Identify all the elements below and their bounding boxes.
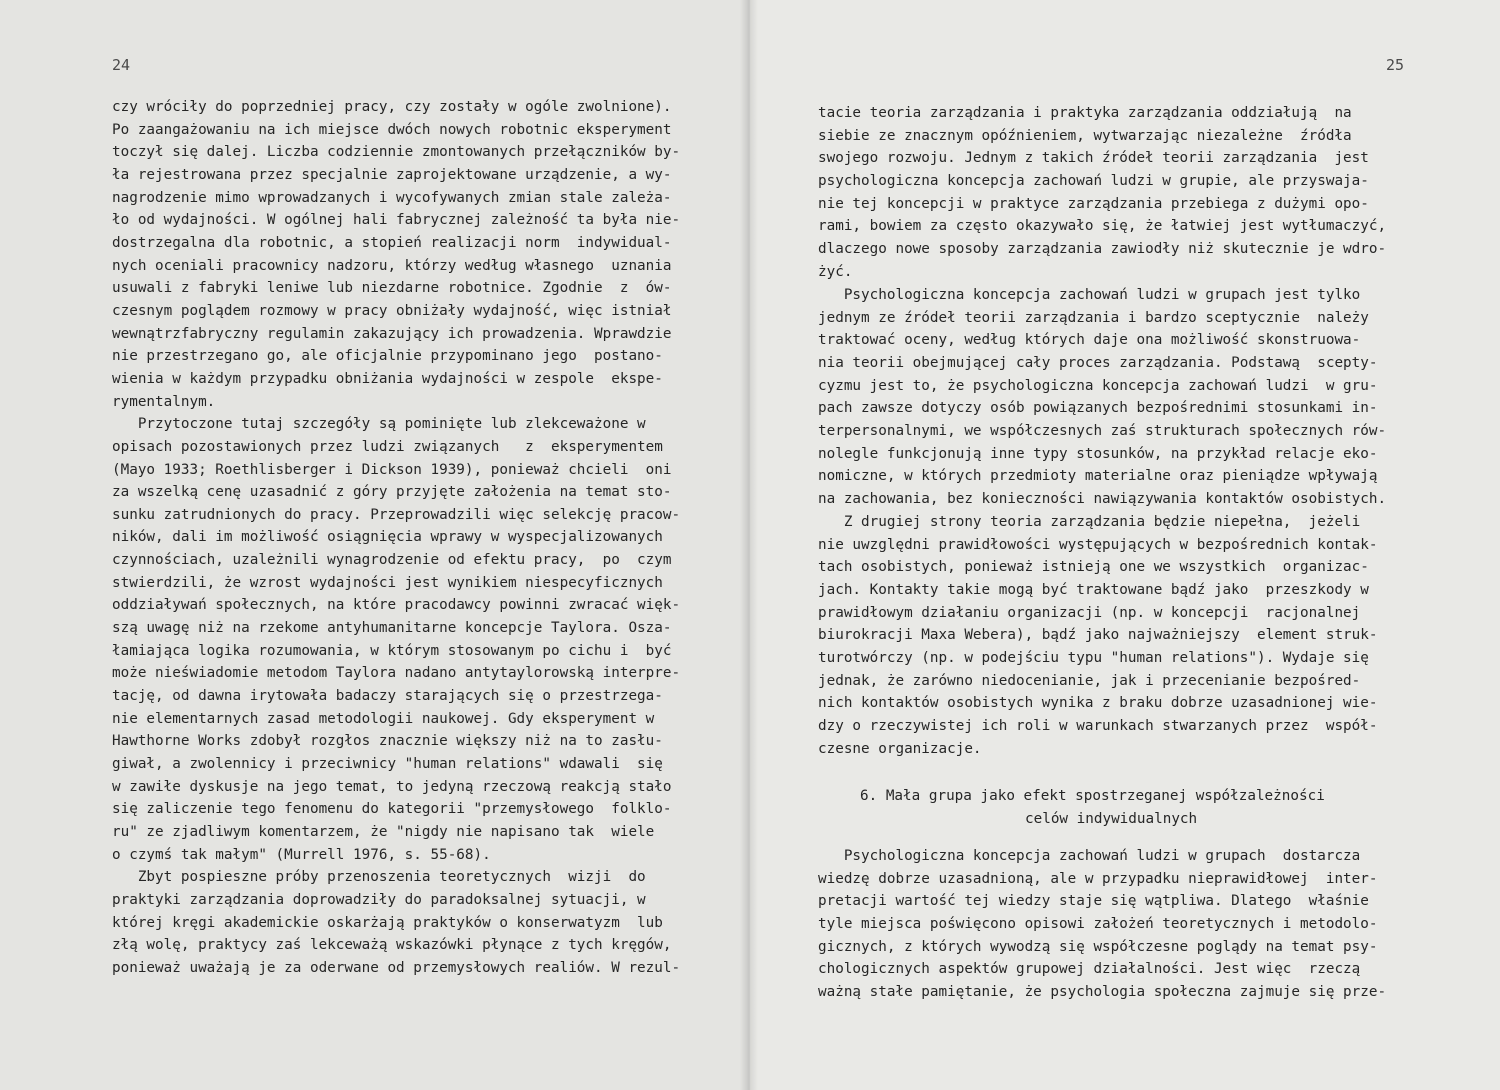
right-paragraph-2 — [818, 284, 1428, 511]
text-line: dzy o rzeczywistej ich roli w warunkach stwarzanych przez współ- — [818, 717, 1378, 734]
text-line: nie elementarnych zasad metodologii naukowej. Gdy eksperyment w — [112, 710, 655, 727]
text-line: łamiająca logika rozumowania, w którym stosowanym po cichu i być — [112, 642, 672, 659]
text-line: tacie teoria zarządzania i praktyka zarządzania oddziałują na — [818, 105, 1352, 121]
text-line: na zachowania, bez konieczności nawiązywania kontaktów osobistych. — [818, 490, 1387, 507]
text-line: nie uwzględni prawidłowości występujących w bezpośrednich kontak- — [818, 536, 1378, 553]
text-line: o czymś tak małym" (Murrell 1976, s. 55-68). — [112, 846, 491, 863]
text-line: za wszelką cenę uzasadnić z góry przyjęte założenia na temat sto- — [112, 484, 672, 501]
text-line: ło od wydajności. W ogólnej hali fabrycznej zależność ta była nie- — [112, 212, 681, 229]
text-line: rami, bowiem za często okazywało się, że łatwiej jest wytłumaczyć, — [818, 218, 1387, 235]
text-line: szą uwagę niż na rzekome antyhumanitarne koncepcje Taylora. Osza- — [112, 620, 672, 637]
right-paragraph-4 — [818, 845, 1428, 1004]
book-gutter — [740, 0, 758, 1090]
text-line: tację, od dawna irytowała badaczy starających się o przestrzega- — [112, 688, 663, 705]
text-line: rymentalnym. — [112, 393, 216, 410]
text-line: psychologiczna koncepcja zachowań ludzi w grupie, ale przyswaja- — [818, 172, 1369, 189]
text-line: siebie ze znacznym opóźnieniem, wytwarzając niezależne źródła — [818, 127, 1352, 144]
text-line: giwał, a zwolennicy i przeciwnicy "human relations" wdawali się — [112, 756, 663, 773]
text-line: nagrodzenie mimo wprowadzanych i wycofywanych zmian stale zależa- — [112, 189, 672, 206]
text-line: jednym ze źródeł teorii zarządzania i bardzo sceptycznie należy — [818, 309, 1369, 326]
text-line: w zawiłe dyskusje na jego temat, to jedyną rzeczową reakcją stało — [112, 778, 672, 795]
page-number-left: 24 — [112, 56, 131, 74]
text-line: stwierdzili, że wzrost wydajności jest wynikiem niespecyficznych — [112, 574, 663, 591]
text-line: pach zawsze dotyczy osób powiązanych bezpośrednimi stosunkami in- — [818, 400, 1378, 417]
text-line: prawidłowym działaniu organizacji (np. w koncepcji racjonalnej — [818, 604, 1361, 621]
text-line: Przytoczone tutaj szczegóły są pominięte lub zlekceważone w — [112, 416, 646, 433]
text-line: czesnym poglądem rozmowy w pracy obniżały wydajność, więc istniał — [112, 302, 672, 319]
text-line: praktyki zarządzania doprowadziły do paradoksalnej sytuacji, w — [112, 891, 646, 908]
text-line: Zbyt pospieszne próby przenoszenia teoretycznych wizji do — [112, 869, 646, 886]
text-line: usuwali z fabryki leniwe lub niezdarne robotnice. Zgodnie z ów- — [112, 280, 672, 297]
text-line: dlaczego nowe sposoby zarządzania zawiodły niż skutecznie je wdro- — [818, 240, 1387, 257]
text-line: terpersonalnymi, we współczesnych zaś strukturach społecznych rów- — [818, 422, 1387, 439]
text-line: nie tej koncepcji w praktyce zarządzania przebiega z dużymi opo- — [818, 195, 1369, 212]
left-page — [0, 0, 748, 1090]
text-line: tyle miejsca poświęcono opisowi założeń teoretycznych i metodolo- — [818, 915, 1378, 932]
text-line: (Mayo 1933; Roethlisberger i Dickson 1939), ponieważ chcieli oni — [112, 461, 672, 478]
text-line: dostrzegalna dla robotnic, a stopień realizacji norm indywidual- — [112, 234, 672, 251]
text-line: wewnątrzfabryczny regulamin zakazujący ich prowadzenia. Wprawdzie — [112, 325, 672, 342]
text-line: Psychologiczna koncepcja zachowań ludzi w grupach jest tylko — [818, 287, 1361, 303]
text-line: chologicznych aspektów grupowej działalności. Jest więc rzeczą — [818, 961, 1361, 978]
text-line: ważną stałe pamiętanie, że psychologia społeczna zajmuje się prze- — [818, 983, 1387, 1000]
text-line: toczył się dalej. Liczba codziennie zmontowanych przełączników by- — [112, 144, 681, 161]
right-paragraph-3 — [818, 511, 1428, 760]
text-line: swojego rozwoju. Jednym z takich źródeł teorii zarządzania jest — [818, 150, 1369, 167]
text-line: tach osobistych, ponieważ istnieją one we wszystkich organizac- — [818, 559, 1369, 576]
text-line: opisach pozostawionych przez ludzi związanych z eksperymentem — [112, 438, 663, 455]
text-line: nych oceniali pracownicy nadzoru, którzy według własnego uznania — [112, 257, 672, 274]
text-line: czynnościach, uzależnili wynagrodzenie od efektu pracy, po czym — [112, 552, 672, 569]
text-line: oddziaływań społecznych, na które pracodawcy powinni zwracać więk- — [112, 597, 681, 614]
text-line: Psychologiczna koncepcja zachowań ludzi w grupach dostarcza — [818, 848, 1361, 864]
text-line: wienia w każdym przypadku obniżania wydajności w zespole ekspe- — [112, 370, 663, 387]
text-line: czy wróciły do poprzedniej pracy, czy zostały w ogóle zwolnione). — [112, 99, 672, 115]
text-line: gicznych, z których wywodzą się współczesne poglądy na temat psy- — [818, 938, 1378, 955]
right-paragraph-1 — [818, 102, 1428, 283]
text-line: czesne organizacje. — [818, 740, 982, 757]
text-line: której kręgi akademickie oskarżają praktyków o konserwatyzm lub — [112, 914, 663, 931]
text-line: ponieważ uważają je za oderwane od przemysłowych realiów. W rezul- — [112, 959, 681, 976]
text-line: nomiczne, w których przedmioty materialne oraz pieniądze wpływają — [818, 468, 1378, 485]
text-line: traktować oceny, według których daje ona możliwość skonstruowa- — [818, 332, 1361, 349]
text-line: nie przestrzegano go, ale oficjalnie przypominano jego postano- — [112, 348, 663, 365]
text-line: złą wolę, praktycy zaś lekceważą wskazówki płynące z tych kręgów, — [112, 937, 672, 954]
text-line: jednak, że zarówno niedocenianie, jak i przecenianie bezpośred- — [818, 672, 1361, 689]
section-heading-line-1: 6. Mała grupa jako efekt spostrzeganej współzależności — [860, 788, 1325, 804]
text-line: żyć. — [818, 263, 853, 280]
text-line: Z drugiej strony teoria zarządzania będzie niepełna, jeżeli — [818, 514, 1361, 530]
text-line: może nieświadomie metodom Taylora nadano antytaylorowską interpre- — [112, 665, 681, 682]
text-line: sunku zatrudnionych do pracy. Przeprowadzili więc selekcję pracow- — [112, 506, 681, 523]
text-line: ników, dali im możliwość osiągnięcia wprawy w wyspecjalizowanych — [112, 529, 663, 546]
text-line: nia teorii obejmującej cały proces zarządzania. Podstawą scepty- — [818, 354, 1378, 371]
text-line: ła rejestrowana przez specjalnie zaprojektowane urządzenie, a wy- — [112, 166, 672, 183]
text-line: się zaliczenie tego fenomenu do kategorii "przemysłowego folklo- — [112, 801, 672, 818]
text-line: turotwórczy (np. w podejściu typu "human relations"). Wydaje się — [818, 649, 1369, 666]
text-line: nolegle funkcjonują inne typy stosunków, na przykład relacje eko- — [818, 445, 1378, 462]
text-line: wiedzę dobrze uzasadnioną, ale w przypadku nieprawidłowej inter- — [818, 870, 1378, 887]
text-line: nich kontaktów osobistych wynika z braku dobrze uzasadnionej wie- — [818, 695, 1378, 712]
text-line: jach. Kontakty takie mogą być traktowane bądź jako przeszkody w — [818, 581, 1369, 598]
text-line: pretacji wartość tej wiedzy staje się wątpliwa. Dlatego właśnie — [818, 893, 1369, 910]
section-heading-line-2: celów indywidualnych — [1025, 811, 1198, 827]
page-number-right: 25 — [1386, 56, 1405, 74]
text-line: biurokracji Maxa Webera), bądź jako najważniejszy element struk- — [818, 627, 1378, 644]
text-line: Po zaangażowaniu na ich miejsce dwóch nowych robotnic eksperyment — [112, 121, 672, 138]
text-line: Hawthorne Works zdobył rozgłos znacznie większy niż na to zasłu- — [112, 733, 663, 750]
text-line: ru" ze zjadliwym komentarzem, że "nigdy nie napisano tak wiele — [112, 824, 655, 840]
text-line: cyzmu jest to, że psychologiczna koncepcja zachowań ludzi w gru- — [818, 377, 1378, 394]
left-page-text — [112, 96, 722, 980]
